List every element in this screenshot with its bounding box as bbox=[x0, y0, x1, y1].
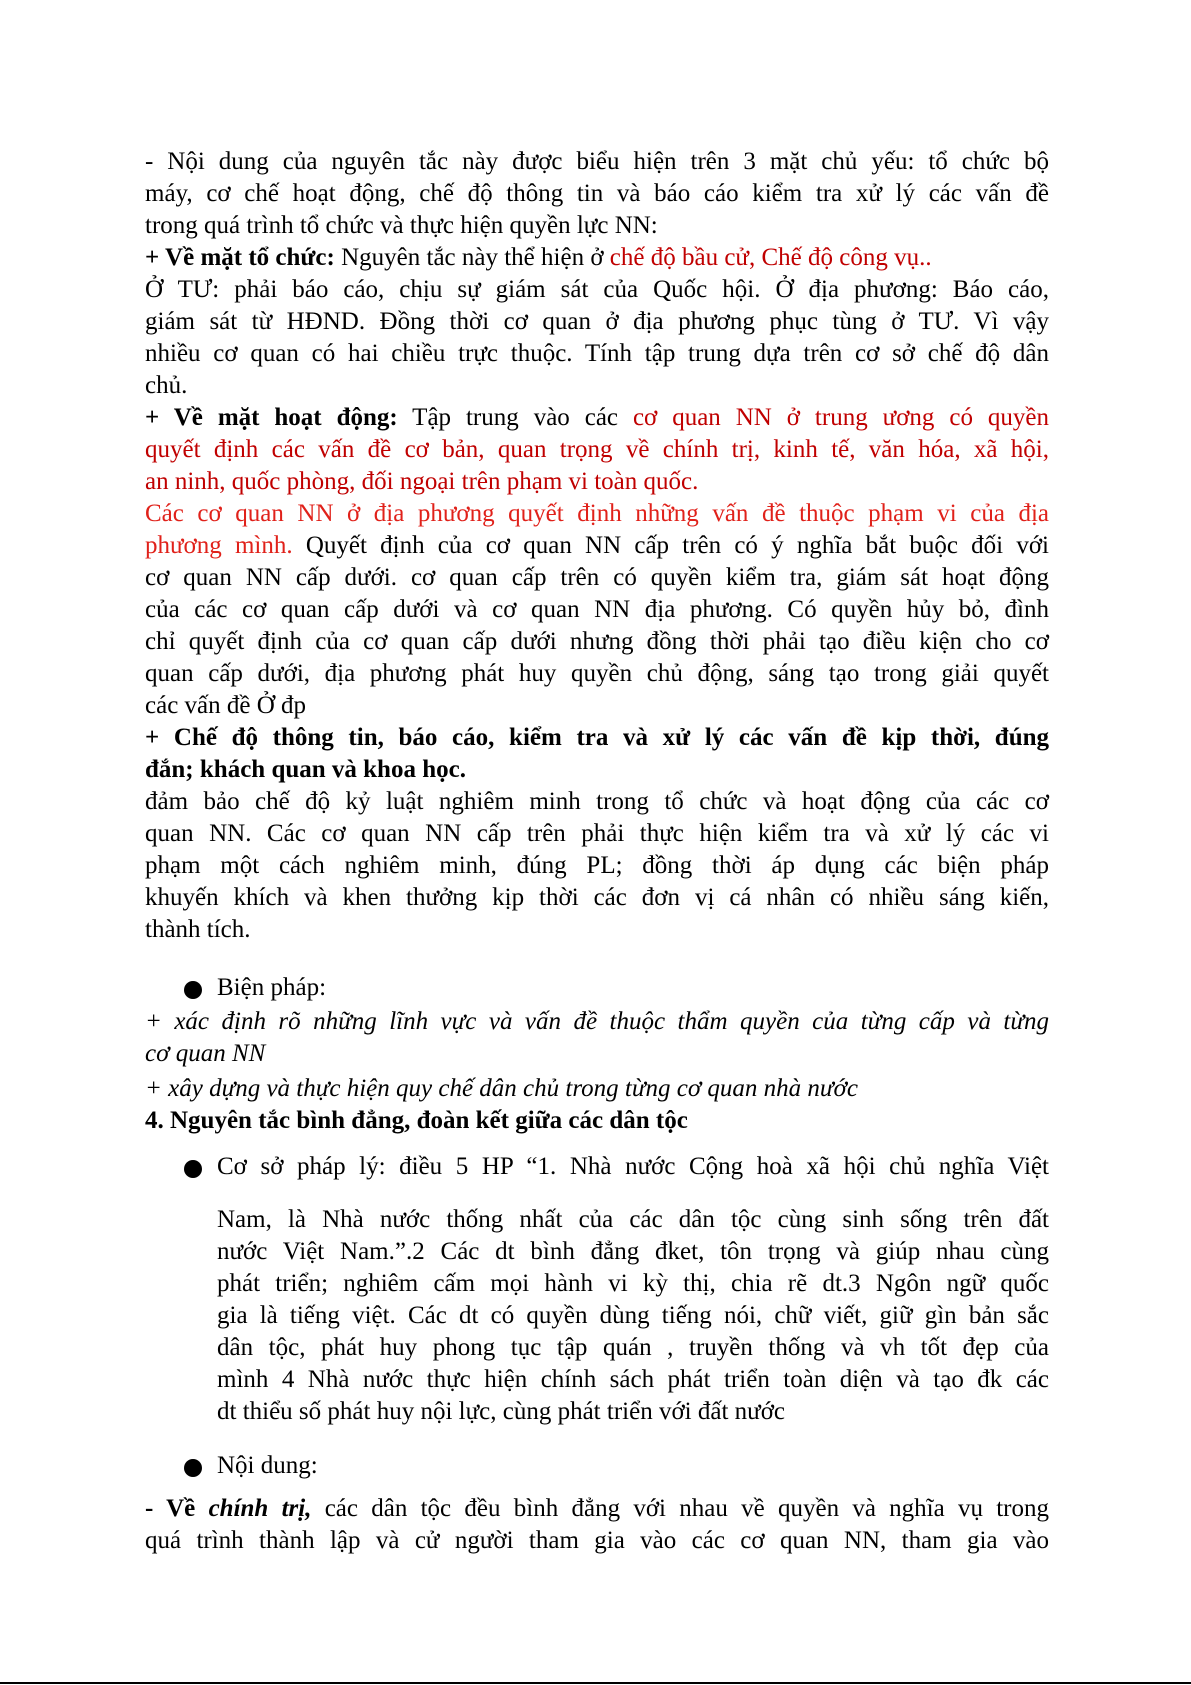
page-bottom-rule bbox=[0, 1682, 1191, 1684]
text-line: gia là tiếng việt. Các dt có quyền dùng tiếng nói, chữ viết, giữ gìn bản sắc bbox=[217, 1302, 1049, 1329]
text-line: quan cấp dưới, địa phương phát huy quyền chủ động, sáng tạo trong giải quyết bbox=[145, 660, 1049, 687]
text-line: khuyến khích và khen thưởng kịp thời các đơn vị cá nhân có nhiều sáng kiến, bbox=[145, 884, 1049, 911]
text-line: Ở TƯ: phải báo cáo, chịu sự giám sát của Quốc hội. Ở địa phương: Báo cáo, bbox=[145, 276, 1049, 303]
text-line: dt thiểu số phát huy nội lực, cùng phát triển với đất nước bbox=[217, 1398, 786, 1425]
text-line: Nam, là Nhà nước thống nhất của các dân tộc cùng sinh sống trên đất bbox=[217, 1206, 1049, 1233]
text-line: quá trình thành lập và cử người tham gia vào các cơ quan NN, tham gia vào bbox=[145, 1527, 1049, 1554]
org-heading-line bbox=[145, 242, 1049, 274]
highlight-red: chế độ bầu cử, Chế độ công vụ.. bbox=[609, 244, 932, 271]
text-line: cơ quan NN cấp dưới. cơ quan cấp trên có quyền kiểm tra, giám sát hoạt động bbox=[145, 564, 1049, 591]
text-line-italic: cơ quan NN bbox=[145, 1040, 266, 1067]
bullet-dot bbox=[184, 981, 202, 999]
text-line: đảm bảo chế độ kỷ luật nghiêm minh trong tổ chức và hoạt động của các cơ bbox=[145, 788, 1049, 815]
text-line: nhiều cơ quan có hai chiều trực thuộc. Tính tập trung dựa trên cơ sở chế độ dân bbox=[145, 340, 1049, 367]
text-line: thành tích. bbox=[145, 916, 251, 943]
text-line-italic: + xây dựng và thực hiện quy chế dân chủ trong từng cơ quan nhà nước bbox=[145, 1075, 858, 1102]
text-line-red: an ninh, quốc phòng, đối ngoại trên phạm vi toàn quốc. bbox=[145, 468, 699, 495]
text-line-red: Các cơ quan NN ở địa phương quyết định những vấn đề thuộc phạm vi của địa bbox=[145, 500, 1049, 527]
bold-italic-span: chính trị, bbox=[208, 1495, 312, 1522]
text-span: Nguyên tắc này thể hiện ở bbox=[334, 244, 610, 271]
activity-heading-line bbox=[145, 402, 1049, 434]
activity-heading: + Về mặt hoạt động: bbox=[145, 404, 398, 431]
text-line: chủ. bbox=[145, 372, 188, 399]
text-line-red: quyết định các vấn đề cơ bản, quan trọng về chính trị, kinh tế, văn hóa, xã hội, bbox=[145, 436, 1049, 463]
text-line: mình 4 Nhà nước thực hiện chính sách phát triển toàn diện và tạo đk các bbox=[217, 1366, 1049, 1393]
org-heading: + Về mặt tổ chức: bbox=[145, 244, 335, 271]
text-line: nước Việt Nam.”.2 Các dt bình đẳng đket, tôn trọng và giúp nhau cùng bbox=[217, 1238, 1049, 1265]
text-line: dân tộc, phát huy phong tục tập quán , truyền thống và vh tốt đẹp của bbox=[217, 1334, 1049, 1361]
text-span: các dân tộc đều bình đẳng với nhau về quyền và nghĩa vụ trong bbox=[311, 1495, 1050, 1522]
text-line: của các cơ quan cấp dưới và cơ quan NN địa phương. Có quyền hủy bỏ, đình bbox=[145, 596, 1049, 623]
info-heading-cont: đắn; khách quan và khoa học. bbox=[145, 756, 466, 783]
text-line: phát triển; nghiêm cấm mọi hành vi kỳ thị, chia rẽ dt.3 Ngôn ngữ quốc bbox=[217, 1270, 1049, 1297]
text-line: trong quá trình tổ chức và thực hiện quyền lực NN: bbox=[145, 212, 658, 239]
text-line bbox=[145, 530, 1049, 562]
text-line: giám sát từ HĐND. Đồng thời cơ quan ở địa phương phục tùng ở TƯ. Vì vậy bbox=[145, 308, 1049, 335]
bullet-content: Nội dung: bbox=[217, 1452, 318, 1479]
highlight-red: cơ quan NN ở trung ương có quyền bbox=[632, 404, 1049, 431]
info-heading: + Chế độ thông tin, báo cáo, kiểm tra và xử lý các vấn đề kịp thời, đúng bbox=[145, 724, 1049, 751]
text-line: chỉ quyết định của cơ quan cấp dưới nhưng đồng thời phải tạo điều kiện cho cơ bbox=[145, 628, 1049, 655]
text-line: quan NN. Các cơ quan NN cấp trên phải thực hiện kiểm tra và xử lý các vi bbox=[145, 820, 1049, 847]
text-line: các vấn đề Ở đp bbox=[145, 692, 307, 719]
text-span: Tập trung vào các bbox=[397, 404, 633, 431]
politics-line bbox=[145, 1493, 1049, 1525]
bullet-dot bbox=[184, 1459, 202, 1477]
text-line: - Nội dung của nguyên tắc này được biểu hiện trên 3 mặt chủ yếu: tổ chức bộ bbox=[145, 148, 1049, 175]
bullet-measures: Biện pháp: bbox=[217, 974, 327, 1001]
bold-span: - Về bbox=[145, 1495, 196, 1522]
section-heading: 4. Nguyên tắc bình đẳng, đoàn kết giữa các dân tộc bbox=[145, 1107, 688, 1134]
text-line: phạm một cách nghiêm minh, đúng PL; đồng thời áp dụng các biện pháp bbox=[145, 852, 1049, 879]
highlight-red: phương mình. bbox=[145, 532, 293, 559]
text-span: Quyết định của cơ quan NN cấp trên có ý nghĩa bắt buộc đối với bbox=[292, 532, 1049, 559]
bullet-legal-basis: Cơ sở pháp lý: điều 5 HP “1. Nhà nước Cộng hoà xã hội chủ nghĩa Việt bbox=[217, 1153, 1049, 1180]
bullet-dot bbox=[184, 1160, 202, 1178]
text-line: máy, cơ chế hoạt động, chế độ thông tin và báo cáo kiểm tra xử lý các vấn đề bbox=[145, 180, 1049, 207]
text-line-italic: + xác định rõ những lĩnh vực và vấn đề thuộc thẩm quyền của từng cấp và từng bbox=[145, 1008, 1049, 1035]
